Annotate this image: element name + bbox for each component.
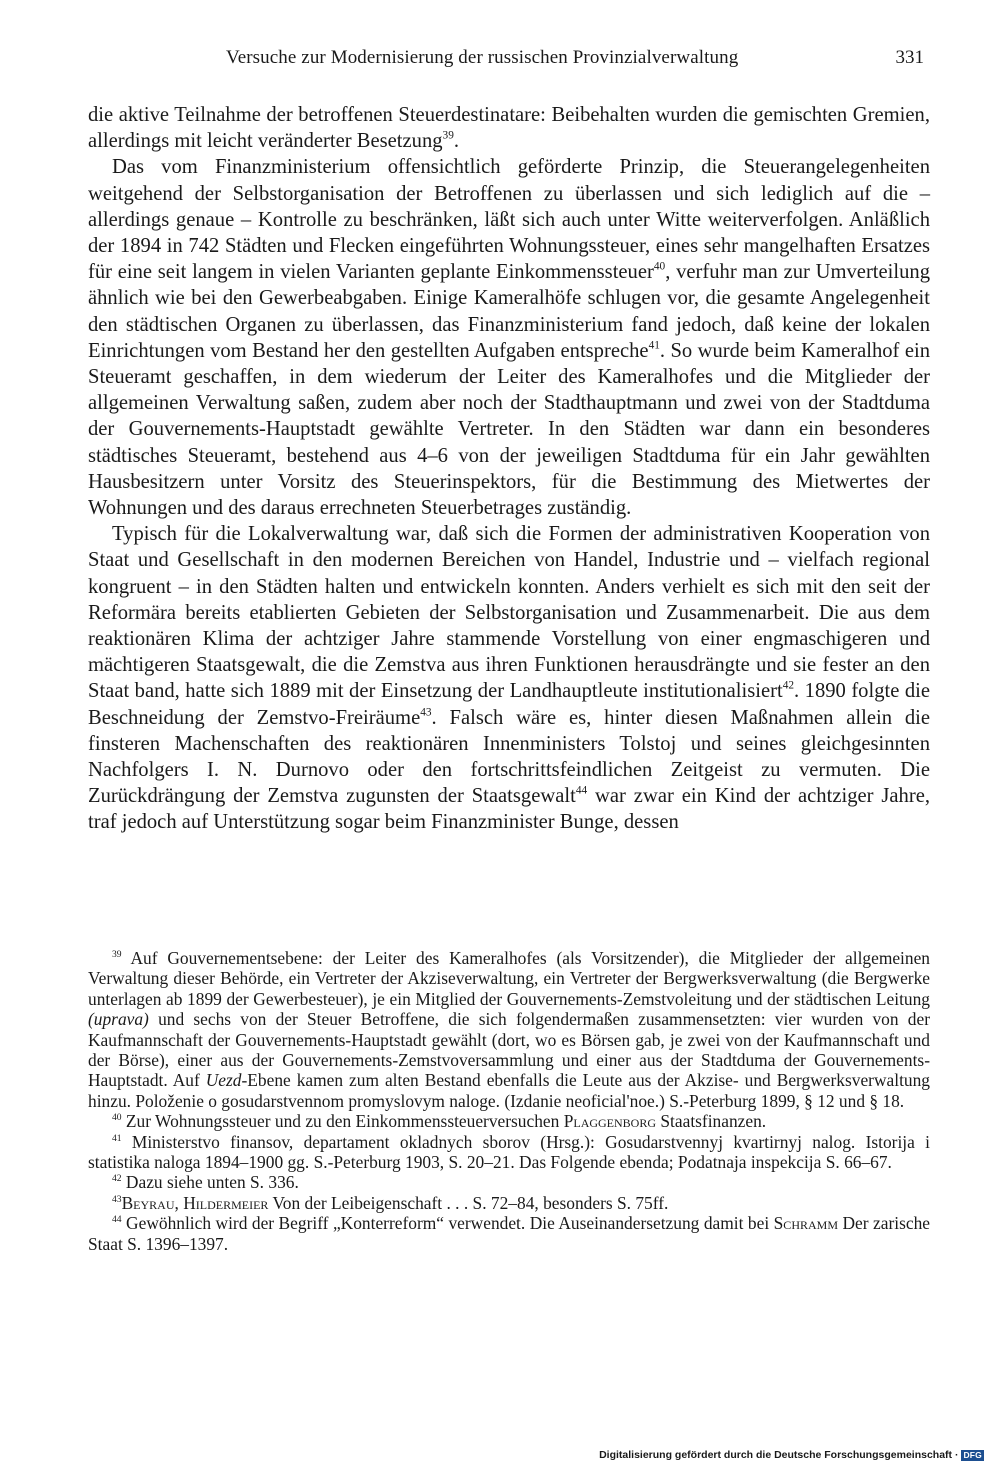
footnote-39-italic-uprava: (uprava) [88,1009,149,1030]
paragraph-3-text-b: . 1890 folgte die Beschneidung der Zemstvo-Freiräume [88,680,930,729]
footnote-39-italic-uezd: Uezd [205,1070,242,1091]
page-number: 331 [895,47,924,68]
footnote-ref-43: 43 [420,706,432,719]
footnote-ref-39: 39 [442,129,454,142]
paragraph-3-text-d: war zwar ein Kind der achtziger Jahre, traf jedoch auf Unterstützung sogar beim Finanzminister Bunge, dessen [88,785,930,834]
footnote-number-44: 44 [112,1214,122,1226]
footnote-41-text: Ministerstvo finansov, departament okladnych sborov (Hrsg.): Gosudarstvennyj kvartirnyj nalog. Istorija i statistika naloga 1894–1900 gg. S.-Peterburg 1903, S. 20–21. Das Folgende ebenda; Podatnaja inspekcija S. 66–67. [88,1131,930,1173]
footnote-ref-40: 40 [653,260,666,273]
footnote-number-39: 39 [112,948,122,960]
digitization-credit [599,1447,984,1463]
footnote-ref-42: 42 [782,679,795,692]
footnote-43-author-2: Hildermeier [183,1192,269,1213]
paragraph-2-text-c: . So wurde beim Kameralhof ein Steueramt geschaffen, in dem wiederum der Leiter des Kameralhofes und die Mitglieder der allgemeinen Verwaltung saßen, zudem aber noch der Stadthauptmann und zwei von der Stadtduma der Gouvernements-Hauptstadt gewählte Vertreter. In den Städten war dann ein besonderes städtisches Steueramt, bestehend aus 4–6 von der jeweiligen Stadtduma für ein Jahr gewählten Hausbesitzern unter Vorsitz des Steuerinspektors, für die Bestimmung des Mietwertes der Wohnungen und des daraus errechneten Steuerbetrages zuständig. [88,339,930,520]
footnotes [88,948,930,1254]
footnote-39-text-a: Auf Gouvernementsebene: der Leiter des Kameralhofes (als Vorsitzender), die Mitglieder der allgemeinen Verwaltung dieser Behörde, ein Vertreter der Akziseverwaltung, ein Vertreter der Bergwerksverwaltung (die Bergwerke unterlagen ab 1899 der Gewerbesteuer), je ein Mitglied der Gouvernements-Zemstvoleitung und der städtischen Leitung [88,948,930,1009]
footnote-number-42: 42 [112,1173,122,1185]
paragraph-2 [88,154,930,521]
paragraph-1-text-end: . [453,130,460,153]
footnote-43 [88,1193,930,1213]
paragraph-3-text-c: . Falsch wäre es, hinter diesen Maßnahmen allein die finsteren Machenschaften des reaktionären Innenministers Tolstoj und seines gleichgesinnten Nachfolgers I. N. Durnovo oder den fortschrittsfeindlichen Zeitgeist zu vermuten. Die Zurückdrängung der Zemstva zugunsten der Staatsgewalt [88,706,931,808]
footnote-44 [88,1213,930,1254]
footnote-number-41: 41 [112,1132,122,1144]
footnote-44-text-b: Der zarische Staat S. 1396–1397. [88,1213,930,1254]
footnote-44-text-a: Gewöhnlich wird der Begriff „Konterreform“ verwendet. Die Auseinandersetzung damit bei [121,1213,774,1234]
credit-text: Digitalisierung gefördert durch die Deutsche Forschungsgemeinschaft · [599,1449,959,1461]
footnote-number-43: 43 [112,1193,122,1205]
footnote-ref-44: 44 [575,784,588,797]
dfg-logo-icon: DFG [963,1449,982,1460]
footnote-ref-41: 41 [648,339,660,352]
paragraph-1-text: die aktive Teilnahme der betroffenen Steuerdestinatare: Beibehalten wurden die gemischten Gremien, allerdings mit leicht veränderter Besetzung [88,104,930,153]
footnote-39 [88,948,930,1111]
paragraph-2-text-a: Das vom Finanzministerium offensichtlich geförderte Prinzip, die Steuerangelegenheiten weitgehend der Selbstorganisation der Betroffenen zu überlassen und sich lediglich auf die – allerdings genaue – Kontrolle zu beschränken, läßt sich auch unter Witte weiterverfolgen. Anläßlich der 1894 in 742 Städten und Flecken eingeführten Wohnungssteuer, eines sehr mangelhaften Ersatzes für eine seit langem in vielen Varianten geplante Einkommenssteuer [88,156,930,284]
footnote-40-author: Plaggenborg [563,1111,657,1132]
paragraph-3-text-a: Typisch für die Lokalverwaltung war, daß sich die Formen der administrativen Kooperation von Staat und Gesellschaft in den modernen Bereichen von Handel, Industrie und – vielfach regional kongruent – in den Städten halten und entwickeln konnten. Anders verhielt es sich mit den seit der Reformära bereits etablierten Gebieten der Selbstorganisation und Zusammenarbeit. Die aus dem reaktionären Klima der achtziger Jahre stammende Vorstellung von einer engmaschigeren und mächtigeren Staatsgewalt, die die Zemstva aus ihren Funktionen herausdrängte und sie fester an den Staat band, hatte sich 1889 mit der Einsetzung der Landhauptleute institutionalisiert [88,523,930,703]
footnote-39-text-c: -Ebene kamen zum alten Bestand ebenfalls die Leute aus der Akzise- und Bergwerksverwaltung hinzu. Položenie o gosudarstvennom promyslovym naloge. (Izdanie neoficial'noe.) S.-Peterburg 1899, § 12 und § 18. [88,1070,930,1111]
footnote-40-text-b: Staatsfinanzen. [656,1111,767,1132]
footnote-43-separator: , [174,1192,184,1213]
footnote-39-text-b: und sechs von der Steuer Betroffene, die sich folgendermaßen zusammensetzten: vier wurden von der Kaufmannschaft der Gouvernements-Hauptstadt gewählt (dort, wo es Börsen gab, je zwei von der Kaufmannschaft und der Börse), einer aus der Gouvernements-Zemstvoversammlung und einer aus der Stadtduma der Gouvernements-Hauptstadt. Auf [88,1009,930,1091]
footnote-43-author-1: Beyrau [121,1192,175,1213]
paragraph-3 [88,521,930,835]
footnote-42-text: Dazu siehe unten S. 336. [121,1172,299,1193]
footnote-40 [88,1111,930,1131]
paragraph-2-text-b: , verfuhr man zur Umverteilung ähnlich wie bei den Gewerbeabgaben. Einige Kameralhöfe schlugen vor, die gesamte Angelegenheit den städtischen Organen zu überlassen, das Finanzministerium fand jedoch, daß keine der lokalen Einrichtungen vom Bestand her den gestellten Aufgaben entspreche [88,261,930,362]
footnote-43-text: Von der Leibeigenschaft . . . S. 72–84, besonders S. 75ff. [268,1192,669,1213]
footnote-42 [88,1172,930,1192]
footnote-41 [88,1132,930,1173]
footnote-44-author: Schramm [773,1213,838,1234]
running-header [88,43,930,73]
running-head-title: Versuche zur Modernisierung der russischen Provinzialverwaltung [226,47,739,68]
footnote-number-40: 40 [112,1112,122,1124]
footnote-40-text-a: Zur Wohnungssteuer und zu den Einkommenssteuerversuchen [121,1111,564,1132]
main-text [88,102,930,836]
paragraph-1 [88,102,930,154]
